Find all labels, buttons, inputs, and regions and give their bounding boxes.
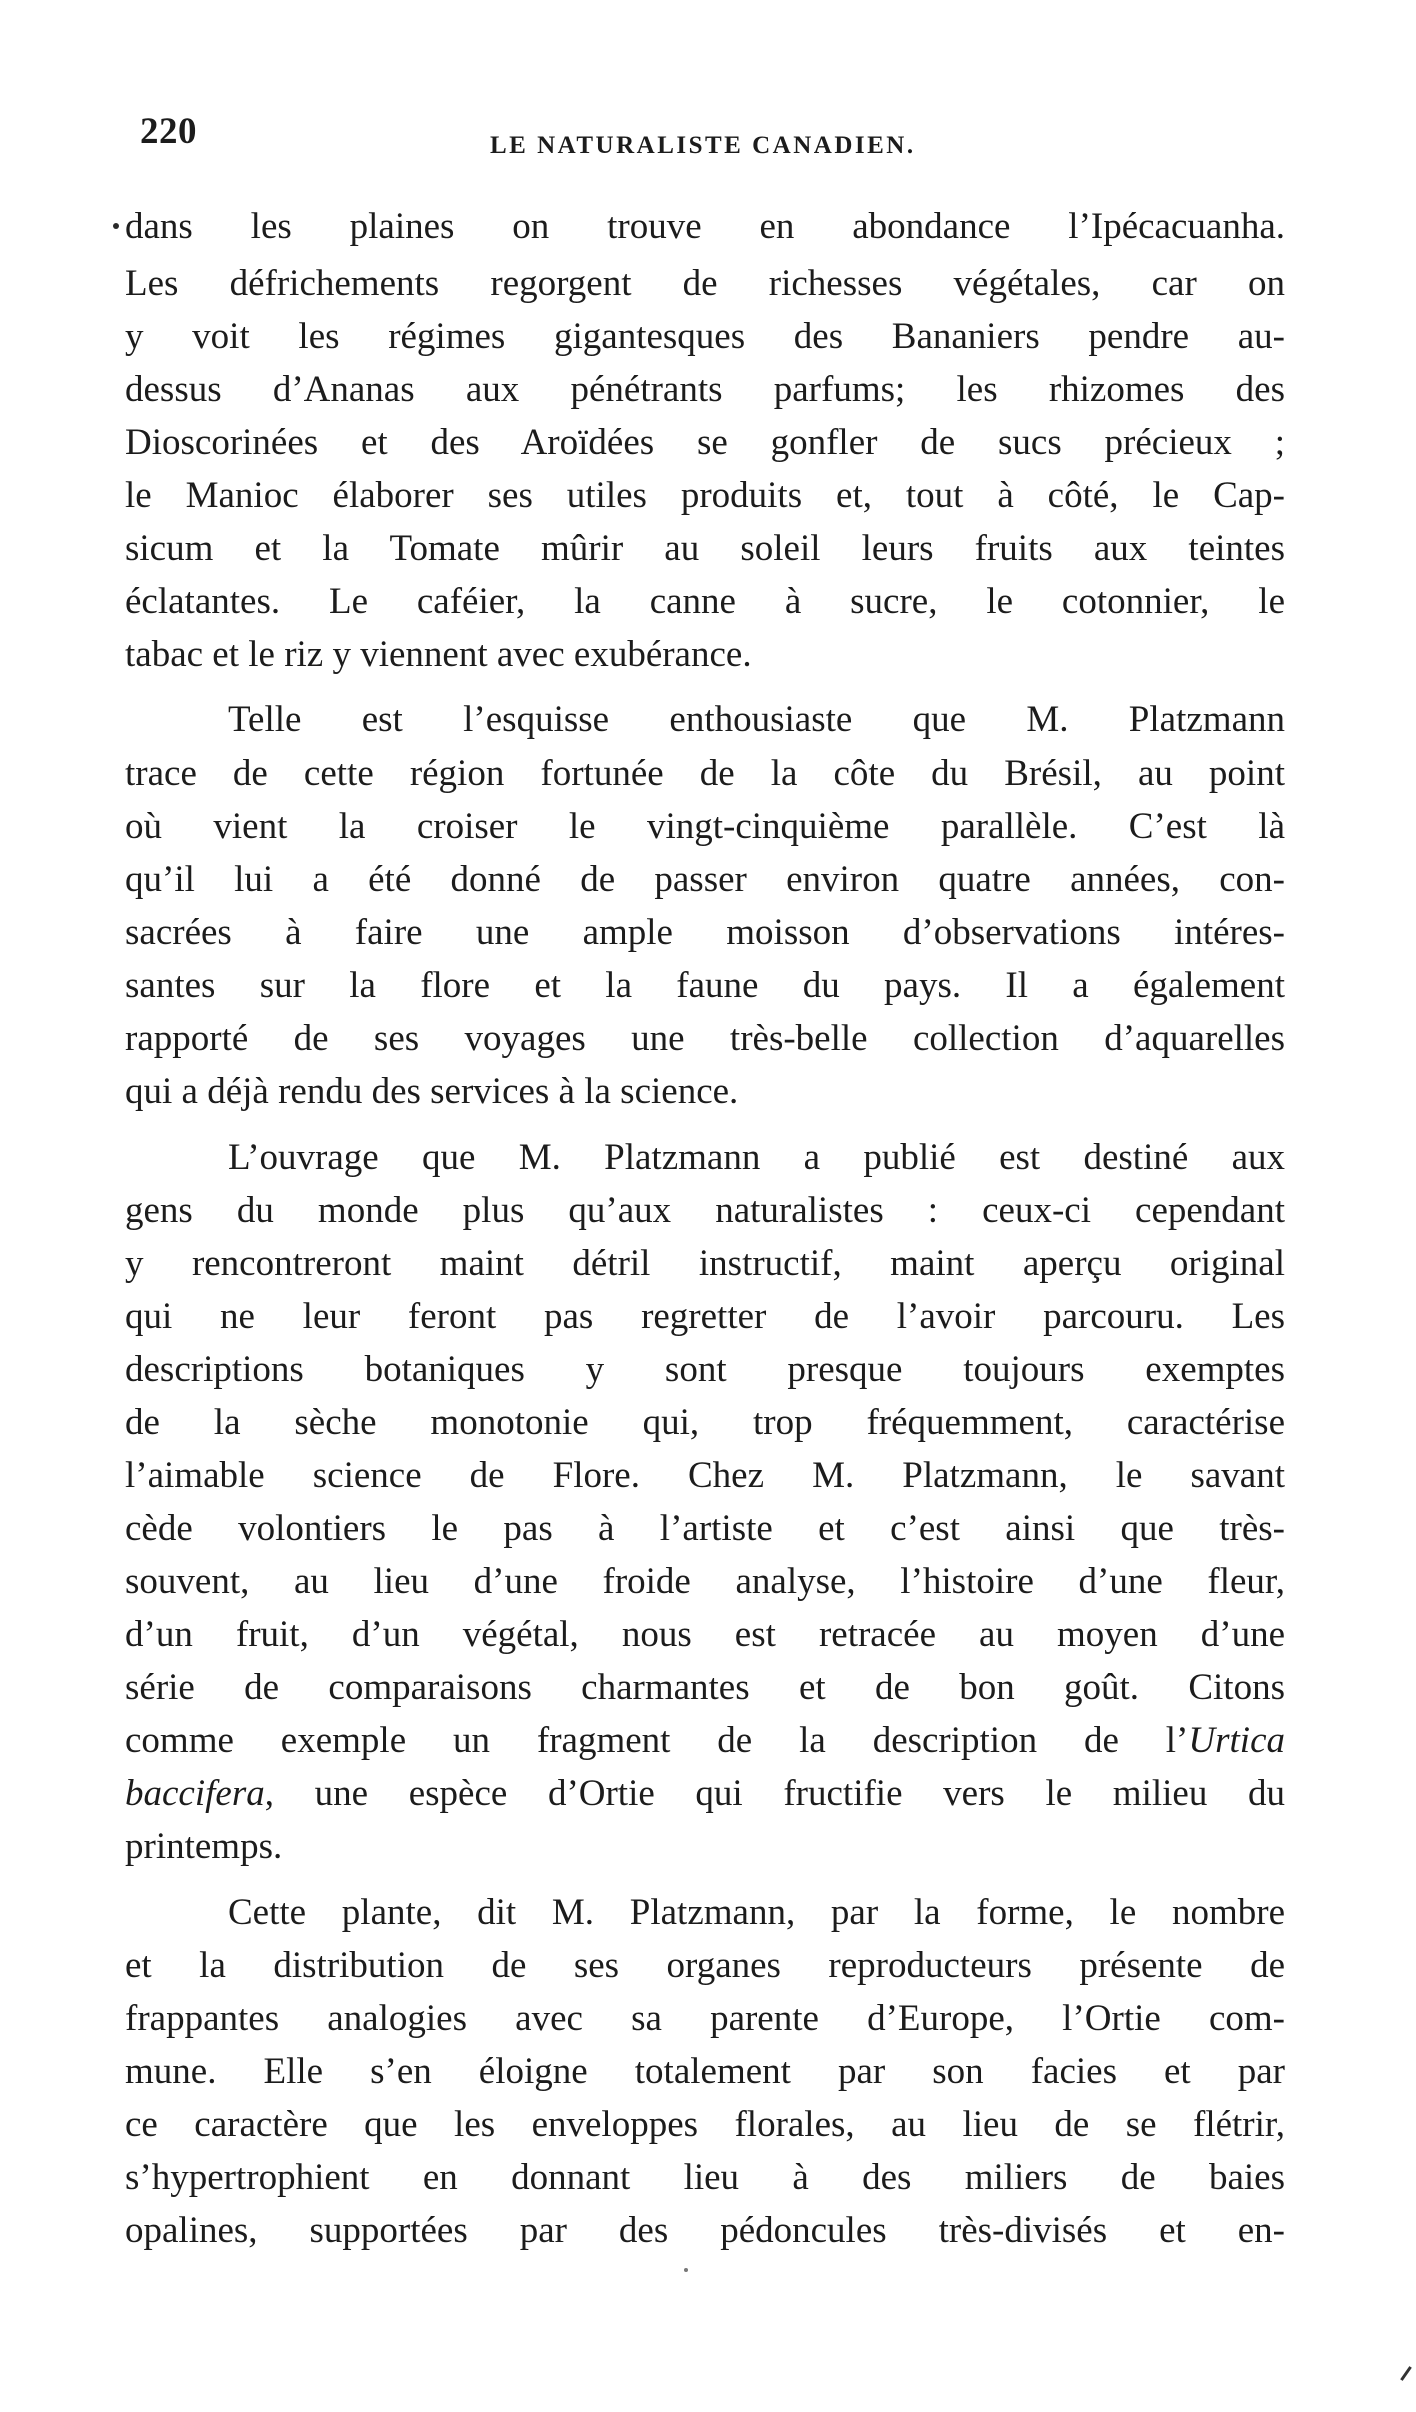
text-line: y rencontreront maint détril instructif, maint aperçu original (125, 1243, 1285, 1284)
text-line: Les défrichements regorgent de richesses végétales, car on (125, 263, 1285, 304)
italic-term: Urtica (1188, 1720, 1285, 1761)
text-line (125, 1714, 1285, 1768)
text-line: où vient la croiser le vingt-cinquième parallèle. C’est là (125, 806, 1285, 847)
text-line: et la distribution de ses organes reproducteurs présente de (125, 1945, 1285, 1986)
text-line: trace de cette région fortunée de la côte du Brésil, au point (125, 753, 1285, 794)
stray-ink-mark (113, 223, 119, 229)
text-line (125, 1767, 1285, 1821)
text-line: éclatantes. Le caféier, la canne à sucre, le cotonnier, le (125, 581, 1285, 622)
text-line: qu’il lui a été donné de passer environ quatre années, con- (125, 859, 1285, 900)
text-line: s’hypertrophient en donnant lieu à des miliers de baies (125, 2157, 1285, 2198)
italic-term: baccifera (125, 1773, 265, 1814)
page-number: 220 (140, 111, 197, 152)
text-line: L’ouvrage que M. Platzmann a publié est destiné aux (228, 1137, 1285, 1178)
text-line: dessus d’Ananas aux pénétrants parfums; les rhizomes des (125, 369, 1285, 410)
text-line: descriptions botaniques y sont presque toujours exemptes (125, 1349, 1285, 1390)
text-line: de la sèche monotonie qui, trop fréquemment, caractérise (125, 1402, 1285, 1443)
text-line: santes sur la flore et la faune du pays. Il a également (125, 965, 1285, 1006)
text-line: gens du monde plus qu’aux naturalistes : ceux-ci cependant (125, 1190, 1285, 1231)
text-line: qui a déjà rendu des services à la science. (125, 1071, 739, 1112)
corner-scan-mark (1400, 2366, 1412, 2381)
text-fragment: , une espèce d’Ortie qui fructifie vers le milieu du (264, 1773, 1285, 1814)
text-line: sacrées à faire une ample moisson d’observations intéres- (125, 912, 1285, 953)
text-line: série de comparaisons charmantes et de bon goût. Citons (125, 1667, 1285, 1708)
text-line: le Manioc élaborer ses utiles produits et, tout à côté, le Cap- (125, 475, 1285, 516)
text-line: Cette plante, dit M. Platzmann, par la forme, le nombre (228, 1892, 1285, 1933)
running-head: LE NATURALISTE CANADIEN. (490, 132, 916, 159)
text-line: l’aimable science de Flore. Chez M. Platzmann, le savant (125, 1455, 1285, 1496)
text-fragment: comme exemple un fragment de la description de l’ (125, 1720, 1189, 1761)
text-line: opalines, supportées par des pédoncules très-divisés et en- (125, 2210, 1285, 2251)
text-line: frappantes analogies avec sa parente d’Europe, l’Ortie com- (125, 1998, 1285, 2039)
text-line: ce caractère que les enveloppes florales, au lieu de se flétrir, (125, 2104, 1285, 2145)
text-line: y voit les régimes gigantesques des Bananiers pendre au- (125, 316, 1285, 357)
text-line: Telle est l’esquisse enthousiaste que M. Platzmann (228, 699, 1285, 740)
paper-speck (684, 2268, 688, 2272)
text-line: d’un fruit, d’un végétal, nous est retracée au moyen d’une (125, 1614, 1285, 1655)
text-line: cède volontiers le pas à l’artiste et c’est ainsi que très- (125, 1508, 1285, 1549)
text-line: rapporté de ses voyages une très-belle collection d’aquarelles (125, 1018, 1285, 1059)
text-line: dans les plaines on trouve en abondance l’Ipécacuanha. (125, 206, 1285, 247)
text-line: tabac et le riz y viennent avec exubérance. (125, 634, 752, 675)
page-header (140, 110, 1290, 170)
text-line: Dioscorinées et des Aroïdées se gonfler de sucs précieux ; (125, 422, 1285, 463)
text-line: souvent, au lieu d’une froide analyse, l’histoire d’une fleur, (125, 1561, 1285, 1602)
text-line: qui ne leur feront pas regretter de l’avoir parcouru. Les (125, 1296, 1285, 1337)
text-line: printemps. (125, 1826, 283, 1867)
text-line: sicum et la Tomate mûrir au soleil leurs fruits aux teintes (125, 528, 1285, 569)
text-line: mune. Elle s’en éloigne totalement par son facies et par (125, 2051, 1285, 2092)
